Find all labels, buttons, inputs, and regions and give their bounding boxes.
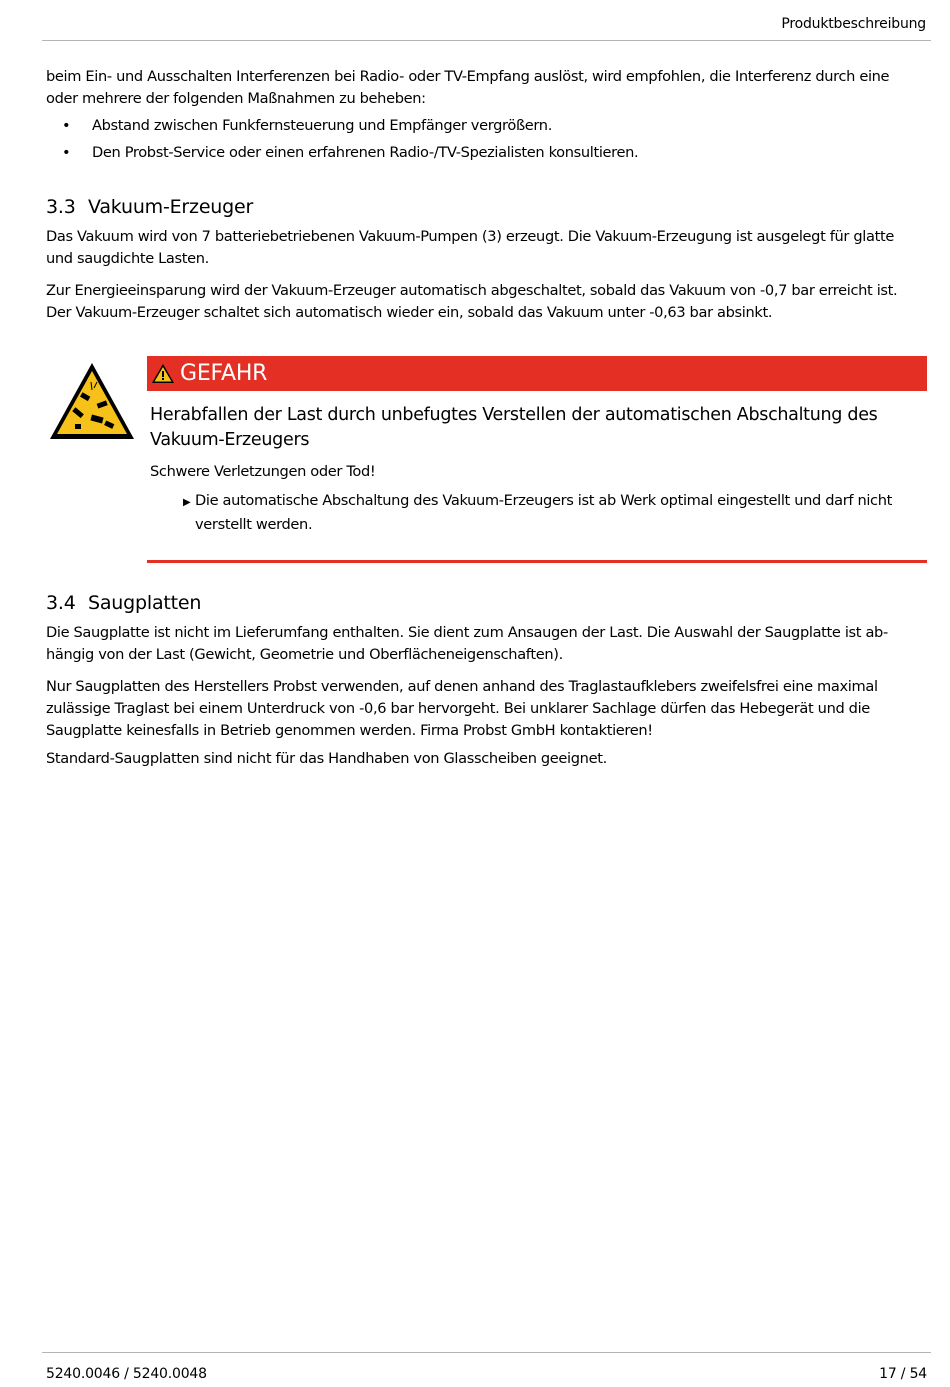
falling-load-warning-icon xyxy=(47,360,137,442)
list-item xyxy=(46,115,922,137)
warning-triangle-icon xyxy=(151,363,175,384)
danger-header-bar xyxy=(147,356,927,391)
header-divider xyxy=(42,40,931,41)
action-arrow-icon: ▶ xyxy=(183,497,191,508)
section-number: 3.4 xyxy=(46,592,76,614)
bullet-marker: • xyxy=(62,117,71,134)
danger-action-step xyxy=(147,490,927,536)
section-title: Saugplatten xyxy=(88,592,202,614)
list-item-text: Den Probst-Service oder einen erfahrenen Radio-/TV-Spezialisten konsultieren. xyxy=(92,144,639,161)
section-3-4 xyxy=(46,592,922,770)
section-paragraph: Nur Saugplatten des Herstellers Probst verwenden, auf denen anhand des Traglastaufklebers zweifelsfrei eine maximal zulässige Traglast bei einem Unterdruck von -0,6 bar hervorgeht. Bei unklarer Sachlage dürfen das Hebegerät und die Saugplatte keinesfalls in Betrieb genommen werden. Firma Probst GmbH kontaktieren! xyxy=(46,678,878,739)
section-paragraph: Das Vakuum wird von 7 batteriebetriebenen Vakuum-Pumpen (3) erzeugt. Die Vakuum-Erzeugung ist ausgelegt für glatte und saugdichte Lasten. xyxy=(46,228,894,267)
section-number: 3.3 xyxy=(46,196,76,218)
footer-page-indicator: 17 / 54 xyxy=(879,1366,927,1382)
danger-signal-word: GEFAHR xyxy=(180,361,268,386)
footer-divider xyxy=(42,1352,931,1353)
intro-block xyxy=(46,66,922,164)
section-heading xyxy=(46,592,922,614)
page-header-title: Produktbeschreibung xyxy=(781,16,926,32)
danger-notice xyxy=(147,356,927,563)
bullet-marker: • xyxy=(62,144,71,161)
section-paragraph: Die Saugplatte ist nicht im Lieferumfang enthalten. Sie dient zum Ansaugen der Last. Die Auswahl der Saugplatte ist abhängig von der Last (Gewicht, Geometrie und Oberflächeneigenschaften). xyxy=(46,624,889,663)
danger-consequence: Schwere Verletzungen oder Tod! xyxy=(150,463,376,480)
section-paragraph: Standard-Saugplatten sind nicht für das Handhaben von Glasscheiben geeignet. xyxy=(46,750,607,767)
danger-bottom-rule xyxy=(147,560,927,563)
section-3-3 xyxy=(46,196,922,324)
intro-paragraph: beim Ein- und Ausschalten Interferenzen bei Radio- oder TV-Empfang auslöst, wird empfohlen, die Interferenz durch eine oder mehrere der folgenden Maßnahmen zu beheben: xyxy=(46,68,890,107)
list-item-text: Abstand zwischen Funkfernsteuerung und Empfänger vergrößern. xyxy=(92,117,552,134)
list-item xyxy=(46,142,922,164)
danger-headline: Herabfallen der Last durch unbefugtes Verstellen der automatischen Abschaltung des Vakuum-Erzeugers xyxy=(150,405,878,450)
footer-document-numbers: 5240.0046 / 5240.0048 xyxy=(46,1366,207,1382)
intro-bullet-list xyxy=(46,115,922,164)
section-title: Vakuum-Erzeuger xyxy=(88,196,254,218)
section-heading xyxy=(46,196,922,218)
section-paragraph: Zur Energieeinsparung wird der Vakuum-Erzeuger automatisch abgeschaltet, sobald das Vakuum von -0,7 bar erreicht ist. Der Vakuum-Erzeuger schaltet sich automatisch wieder ein, sobald das Vakuum unter -0,63 bar absinkt. xyxy=(46,282,898,321)
danger-action-text: Die automatische Abschaltung des Vakuum-Erzeugers ist ab Werk optimal eingestellt und darf nicht verstellt werden. xyxy=(195,492,892,533)
